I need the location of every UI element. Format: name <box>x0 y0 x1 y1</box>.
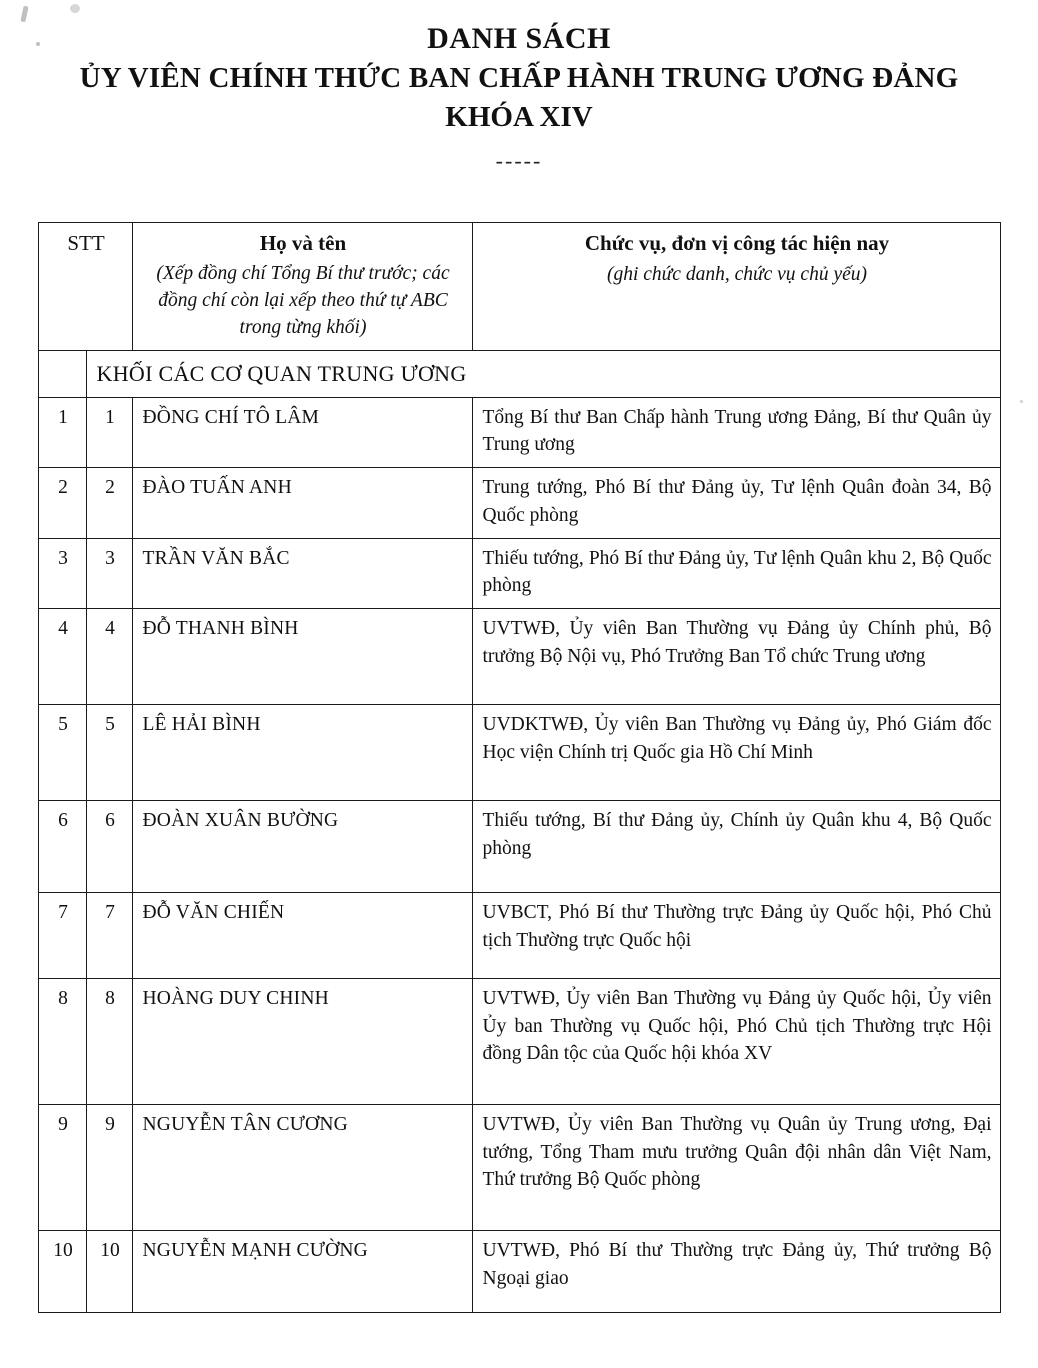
scan-artifact-icon <box>1020 400 1023 403</box>
header-stt-label: STT <box>67 231 105 255</box>
row-index-inner: 9 <box>86 1104 132 1230</box>
row-index-inner: 10 <box>86 1230 132 1312</box>
row-position: UVTWĐ, Ủy viên Ban Thường vụ Quân ủy Trung ương, Đại tướng, Tổng Tham mưu trưởng Quân đội nhân dân Việt Nam, Thứ trưởng Bộ Quốc phòng <box>472 1104 1000 1230</box>
row-position: Thiếu tướng, Bí thư Đảng ủy, Chính ủy Quân khu 4, Bộ Quốc phòng <box>472 800 1000 892</box>
document-header <box>0 0 1038 174</box>
row-index-inner: 7 <box>86 892 132 978</box>
row-index-inner: 2 <box>86 468 132 538</box>
section-heading-label: KHỐI CÁC CƠ QUAN TRUNG ƯƠNG <box>86 350 1000 397</box>
row-name: LÊ HẢI BÌNH <box>132 704 472 800</box>
table-row <box>38 704 1000 800</box>
row-position: UVTWĐ, Ủy viên Ban Thường vụ Đảng ủy Quốc hội, Ủy viên Ủy ban Thường vụ Quốc hội, Phó Chủ tịch Thường trực Hội đồng Dân tộc của Quốc hội khóa XV <box>472 978 1000 1104</box>
row-position: UVBCT, Phó Bí thư Thường trực Đảng ủy Quốc hội, Phó Chủ tịch Thường trực Quốc hội <box>472 892 1000 978</box>
row-position: Trung tướng, Phó Bí thư Đảng ủy, Tư lệnh Quân đoàn 34, Bộ Quốc phòng <box>472 468 1000 538</box>
roster-table <box>38 222 1001 1313</box>
row-position: UVTWĐ, Phó Bí thư Thường trực Đảng ủy, Thứ trưởng Bộ Ngoại giao <box>472 1230 1000 1312</box>
header-cell-position <box>472 223 1000 351</box>
page-title: DANH SÁCH <box>427 22 611 55</box>
table-row <box>38 800 1000 892</box>
header-position-title: Chức vụ, đơn vị công tác hiện nay <box>584 231 890 255</box>
header-position-note: (ghi chức danh, chức vụ chủ yếu) <box>606 263 868 285</box>
row-index-outer: 1 <box>38 397 86 467</box>
title-divider: ----- <box>495 148 543 173</box>
row-name: TRẦN VĂN BẮC <box>132 538 472 608</box>
row-name: ĐỖ THANH BÌNH <box>132 608 472 704</box>
row-index-outer: 4 <box>38 608 86 704</box>
section-heading-row <box>38 350 1000 397</box>
page-term: KHÓA XIV <box>445 101 593 133</box>
row-name: ĐỒNG CHÍ TÔ LÂM <box>132 397 472 467</box>
row-name: NGUYỄN MẠNH CƯỜNG <box>132 1230 472 1312</box>
header-cell-stt <box>38 223 132 351</box>
row-name: NGUYỄN TÂN CƯƠNG <box>132 1104 472 1230</box>
row-index-inner: 6 <box>86 800 132 892</box>
row-index-outer: 7 <box>38 892 86 978</box>
table-row <box>38 978 1000 1104</box>
table-row <box>38 892 1000 978</box>
table-row <box>38 1230 1000 1312</box>
header-cell-name <box>132 223 472 351</box>
table-row <box>38 538 1000 608</box>
row-index-outer: 3 <box>38 538 86 608</box>
row-name: ĐOÀN XUÂN BƯỜNG <box>132 800 472 892</box>
row-index-inner: 5 <box>86 704 132 800</box>
row-index-inner: 3 <box>86 538 132 608</box>
table-row <box>38 397 1000 467</box>
scan-artifact-icon <box>70 4 80 13</box>
row-name: HOÀNG DUY CHINH <box>132 978 472 1104</box>
table-row <box>38 468 1000 538</box>
page-subtitle: ỦY VIÊN CHÍNH THỨC BAN CHẤP HÀNH TRUNG ƯƠNG ĐẢNG <box>79 62 959 94</box>
row-index-outer: 9 <box>38 1104 86 1230</box>
row-index-inner: 1 <box>86 397 132 467</box>
row-index-outer: 10 <box>38 1230 86 1312</box>
table-row <box>38 608 1000 704</box>
row-name: ĐÀO TUẤN ANH <box>132 468 472 538</box>
header-name-note: (Xếp đồng chí Tổng Bí thư trước; các đồng chí còn lại xếp theo thứ tự ABC trong từng khối) <box>156 262 450 338</box>
row-index-outer: 5 <box>38 704 86 800</box>
row-position: Tổng Bí thư Ban Chấp hành Trung ương Đảng, Bí thư Quân ủy Trung ương <box>472 397 1000 467</box>
row-position: UVDKTWĐ, Ủy viên Ban Thường vụ Đảng ủy, Phó Giám đốc Học viện Chính trị Quốc gia Hồ Chí Minh <box>472 704 1000 800</box>
row-index-outer: 2 <box>38 468 86 538</box>
row-index-inner: 4 <box>86 608 132 704</box>
table-header-row <box>38 223 1000 351</box>
row-index-outer: 6 <box>38 800 86 892</box>
table-row <box>38 1104 1000 1230</box>
row-name: ĐỖ VĂN CHIẾN <box>132 892 472 978</box>
section-blank-cell <box>38 350 86 397</box>
row-position: UVTWĐ, Ủy viên Ban Thường vụ Đảng ủy Chính phủ, Bộ trưởng Bộ Nội vụ, Phó Trưởng Ban Tổ chức Trung ương <box>472 608 1000 704</box>
row-position: Thiếu tướng, Phó Bí thư Đảng ủy, Tư lệnh Quân khu 2, Bộ Quốc phòng <box>472 538 1000 608</box>
row-index-outer: 8 <box>38 978 86 1104</box>
scan-artifact-icon <box>36 42 40 46</box>
row-index-inner: 8 <box>86 978 132 1104</box>
header-name-title: Họ và tên <box>259 231 347 255</box>
